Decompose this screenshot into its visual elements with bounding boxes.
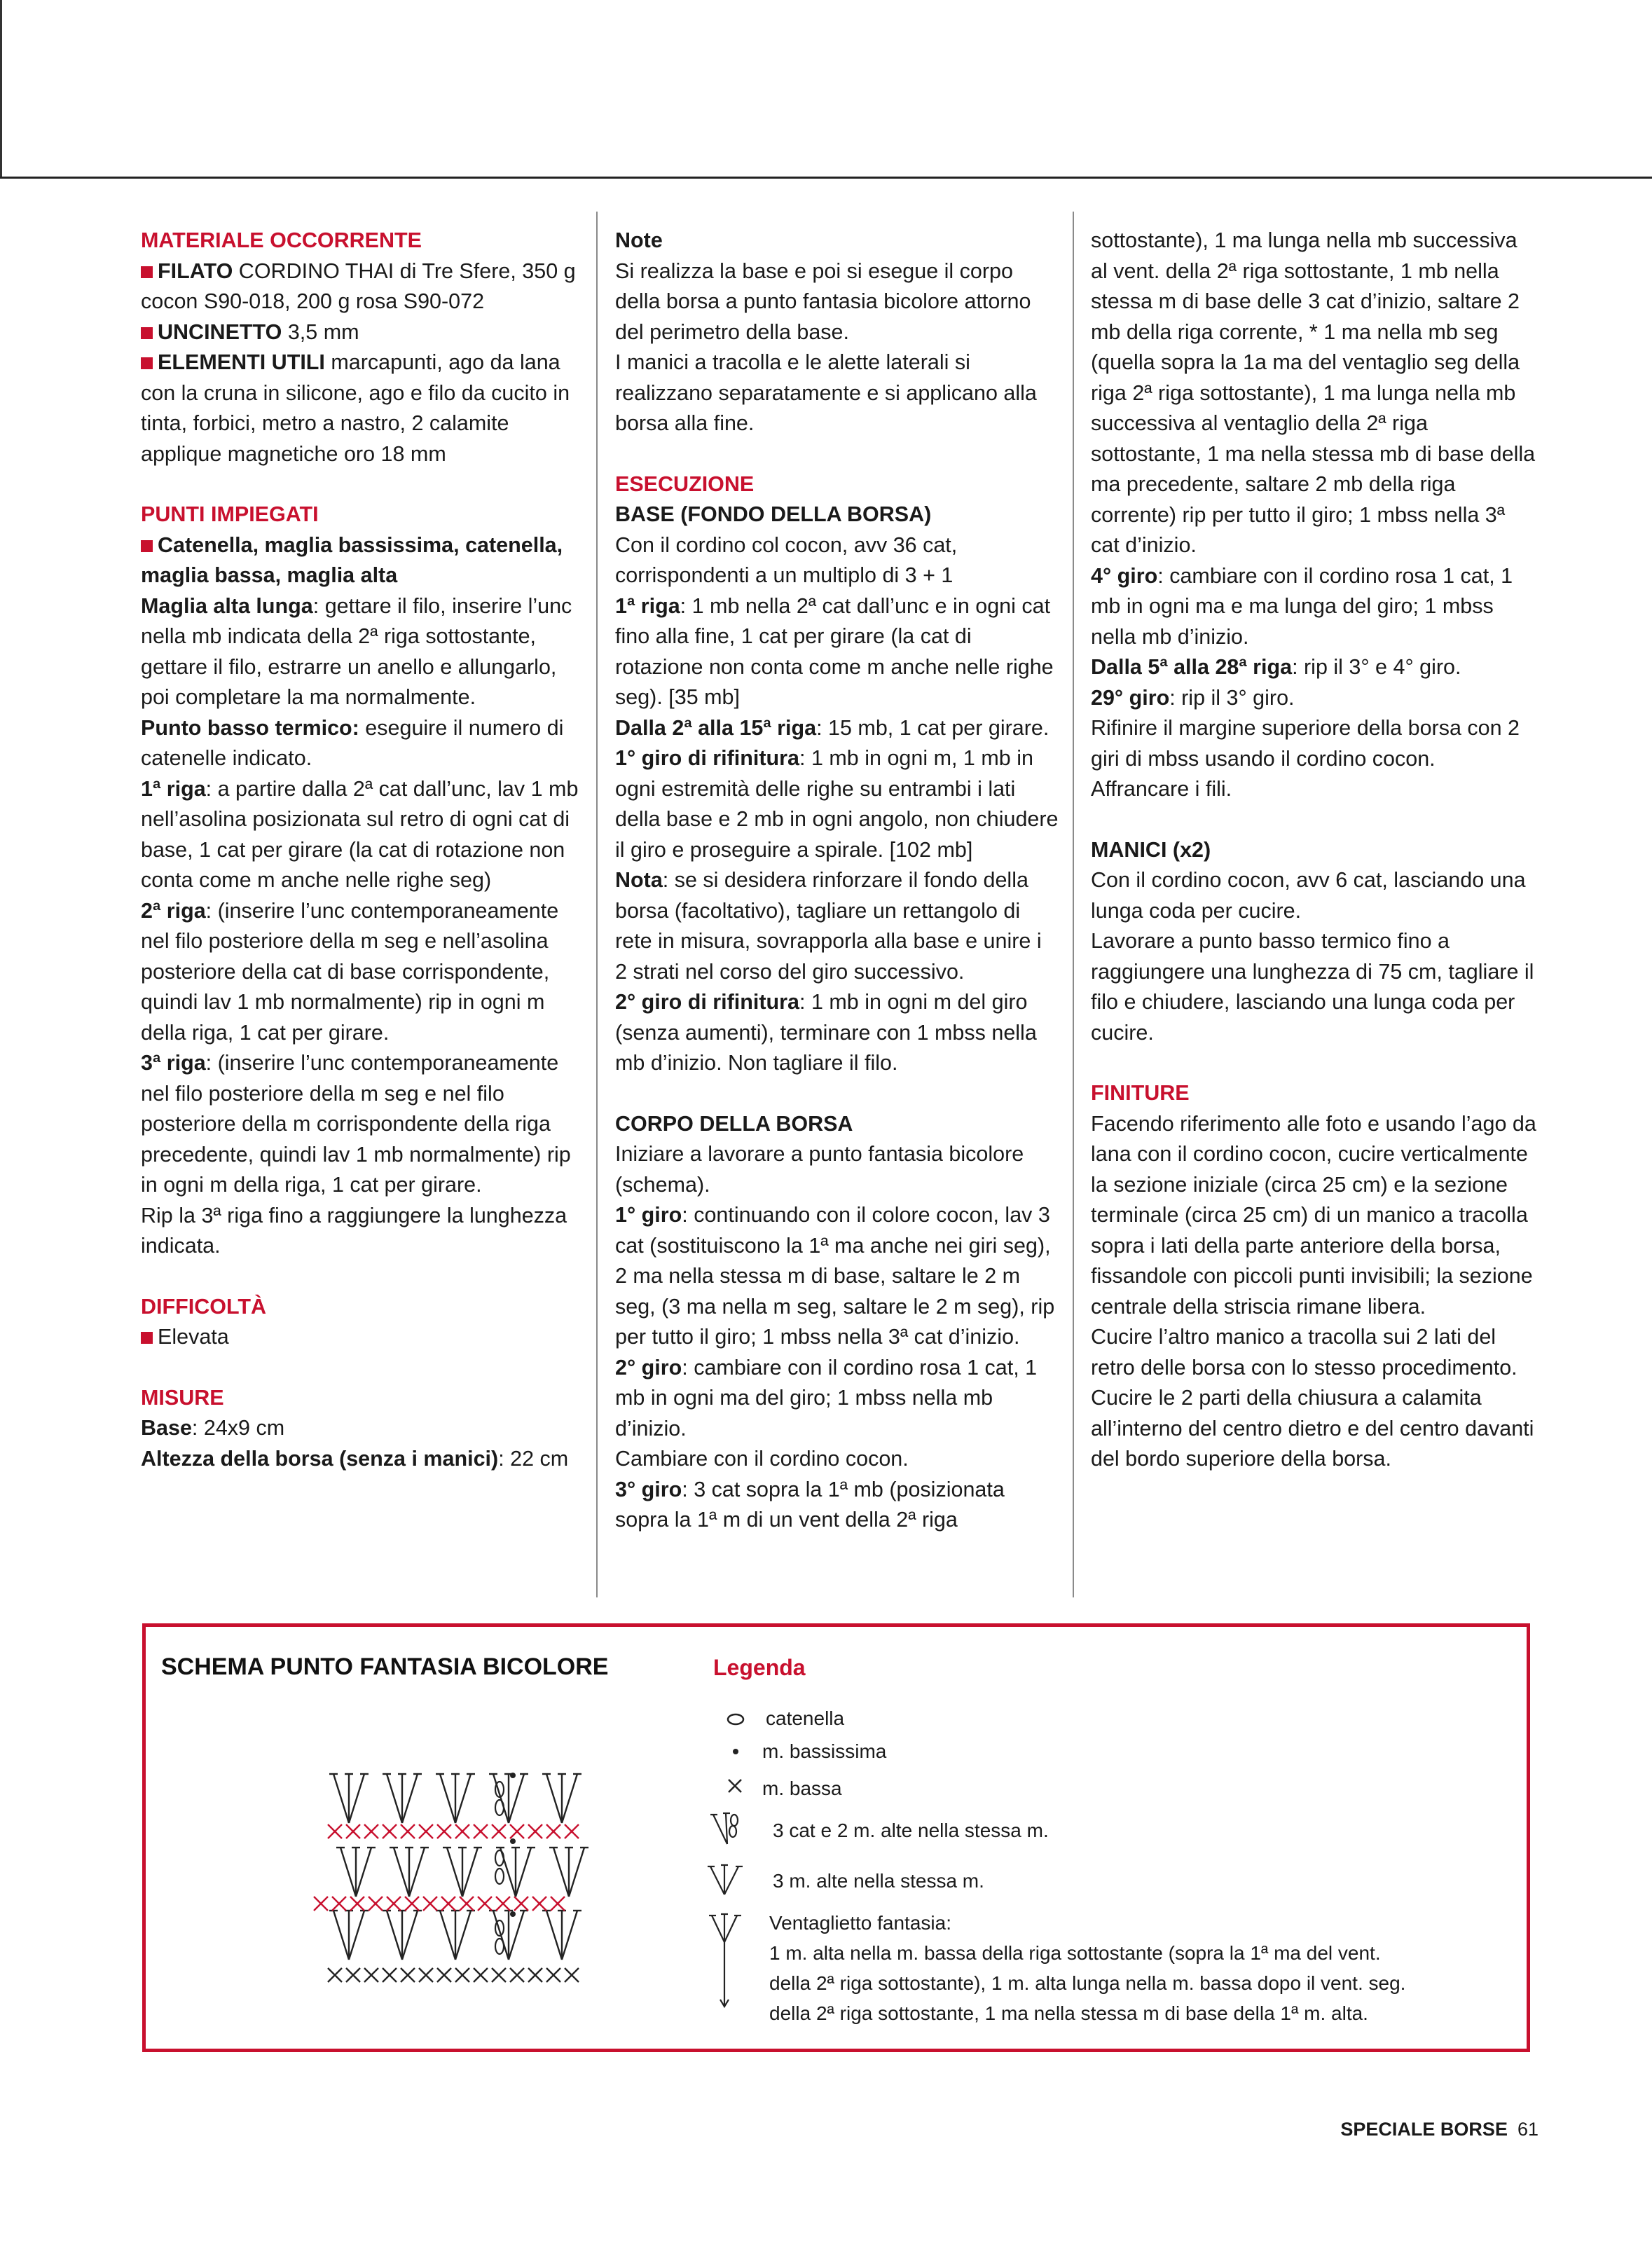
para-giri-5-28: Dalla 5ª alla 28ª riga: rip il 3° e 4° giro. [1091, 655, 1461, 679]
schema-box [142, 1623, 1530, 2052]
legend-item-3cat-2alte: 3 cat e 2 m. alte nella stessa m. [773, 1820, 1049, 1841]
para-punto-basso-termico: Punto basso termico: eseguire il numero di catenelle indicato. [141, 715, 564, 770]
heading-esecuzione: ESECUZIONE [615, 472, 755, 496]
item-elementi: ELEMENTI UTILI marcapunti, ago da lana con la cruna in silicone, ago e filo da cucito in tinta, forbici, metro a nastro, 2 calamite applique magnetiche oro 18 mm [141, 350, 570, 466]
para-maglia-alta-lunga: Maglia alta lunga: gettare il filo, inserire l’unc nella mb indicata della 2ª riga sottostante, gettare il filo, estrarre un anello e allungarlo, poi completare la ma normalmente. [141, 593, 572, 709]
item-uncinetto: UNCINETTO 3,5 mm [141, 317, 582, 348]
page-number: 61 [1517, 2119, 1539, 2140]
page-edge-line [0, 0, 2, 179]
chart-stroke [333, 1774, 349, 1823]
slip-stitch-icon [733, 1749, 738, 1754]
chart-stroke [553, 1848, 569, 1897]
chart-slip-stitch [510, 1911, 516, 1917]
chart-stroke [455, 1911, 471, 1960]
legend-title: Legenda [713, 1655, 806, 1680]
top-rule [0, 177, 1652, 179]
heading-base: BASE (FONDO DELLA BORSA) [615, 502, 932, 526]
punti-list: Catenella, maglia bassissima, catenella, maglia bassa, maglia alta [141, 532, 563, 587]
bullet-square-icon [141, 357, 153, 369]
para-cambiare: Cambiare con il cordino cocon. [615, 1447, 909, 1471]
chart-stroke [440, 1911, 455, 1960]
chart-stroke [509, 1774, 524, 1823]
chart-chain [495, 1800, 504, 1815]
item-filato: FILATO CORDINO THAI di Tre Sfere, 350 g cocon S90-018, 200 g rosa S90-072 [141, 259, 576, 313]
para-base-riga-1: 1ª riga: 1 mb nella 2ª cat dall’unc e in ogni cat fino alla fine, 1 cat per girare (la cat di rotazione non conta come m anche nelle righe seg). [35 mb] [615, 593, 1054, 709]
legend-item-bassissima: m. bassissima [762, 1740, 887, 1762]
legend-item-ventaglietto: Ventaglietto fantasia: [769, 1912, 951, 1934]
chart-slip-stitch [510, 1838, 516, 1844]
para-giro-3-continued: sottostante), 1 ma lunga nella mb successiva al vent. della 2ª riga sottostante, 1 mb nella stessa m di base delle 3 cat d’inizio, saltare 2 mb della riga corrente, * 1 ma nella mb seg (quella sopra la 1a ma del ventaglio seg della riga 2ª riga sottostante), 1 ma lunga nella mb successiva al ventaglio della 2ª riga sottostante, 1 ma nella stessa mb di base della ma precedente, saltare 2 mb della riga corrente) rip per tutto il giro; 1 mbss nella 3ª cat d’inizio. [1091, 228, 1536, 557]
chart-stroke [447, 1848, 462, 1897]
chart-stroke [562, 1774, 577, 1823]
chart-chain [495, 1939, 504, 1954]
column-2 [615, 226, 1059, 1536]
para-corpo-giro-2: 2° giro: cambiare con il cordino rosa 1 cat, 1 mb in ogni ma del giro; 1 mbss nella mb d’inizio. [615, 1355, 1038, 1440]
legend-item-catenella: catenella [766, 1707, 845, 1729]
chart-stroke [440, 1774, 455, 1823]
heading-difficolta: DIFFICOLTÀ [141, 1294, 267, 1319]
chart-stroke [455, 1774, 471, 1823]
column-divider [1073, 212, 1074, 1597]
fancy-fan-icon [709, 1914, 741, 2007]
heading-note: Note [615, 228, 663, 252]
finiture-text-1: Facendo riferimento alle foto e usando l’ago da lana con il cordino cocon, cucire verticalmente la sezione iniziale (circa 25 cm) e la sezione terminale (circa 25 cm) di un manico a tracolla sopra i lati della parte anteriore della borsa, fissandole con piccoli punti invisibili; la sezione centrale della striscia rimane libera. [1091, 1111, 1536, 1319]
para-rip: Rip la 3ª riga fino a raggiungere la lunghezza indicata. [141, 1203, 567, 1258]
chart-stroke [409, 1848, 425, 1897]
manici-text-1: Con il cordino cocon, avv 6 cat, lasciando una lunga coda per cucire. [1091, 868, 1526, 923]
para-riga-1: 1ª riga: a partire dalla 2ª cat dall’unc, lav 1 mb nell’asolina posizionata sul retro di ogni cat di base, 1 cat per girare (la cat di rotazione non conta come m anche nelle righe seg) [141, 776, 579, 892]
chart-stroke [349, 1774, 364, 1823]
para-nota: Nota: se si desidera rinforzare il fondo della borsa (facoltativo), tagliare un rettangolo di rete in misura, sovrapporla alla base e unire i 2 strati nel corso del giro successivo. [615, 868, 1042, 984]
chart-stroke [387, 1774, 402, 1823]
heading-misure: MISURE [141, 1385, 224, 1410]
heading-manici: MANICI (x2) [1091, 837, 1211, 862]
para-giro-29: 29° giro: rip il 3° giro. [1091, 685, 1295, 710]
para-giro-rifinitura-1: 1° giro di rifinitura: 1 mb in ogni m, 1 mb in ogni estremità delle righe su entrambi i lati della base e 2 mb in ogni angolo, non chiudere il giro e proseguire a spirale. [102 mb] [615, 746, 1059, 862]
chart-stroke [349, 1911, 364, 1960]
heading-corpo: CORPO DELLA BORSA [615, 1111, 853, 1136]
legend-item-bassa: m. bassa [762, 1777, 842, 1799]
footer-section: SPECIALE BORSE [1340, 2119, 1508, 2140]
chart-stroke [402, 1774, 418, 1823]
column-divider [596, 212, 598, 1597]
legend-icons [708, 1714, 743, 2007]
shell-3dc-icon [708, 1865, 743, 1894]
crochet-chart-symbols [314, 1773, 588, 1982]
misure-altezza: Altezza della borsa (senza i manici): 22 cm [141, 1446, 569, 1471]
chart-stroke [394, 1848, 409, 1897]
para-riga-2: 2ª riga: (inserire l’unc contemporaneamente nel filo posteriore della m seg e nell’asolina posteriore della cat di base corrispondente, quindi lav 1 mb normalmente) rip in ogni m della riga, 1 cat per girare. [141, 898, 559, 1045]
column-1 [141, 226, 582, 1474]
bullet-square-icon [141, 327, 153, 339]
page-footer [1340, 2119, 1539, 2140]
single-crochet-icon [729, 1780, 741, 1792]
chart-stroke [333, 1911, 349, 1960]
chart-stroke [402, 1911, 418, 1960]
note-text-2: I manici a tracolla e le alette laterali si realizzano separatamente e si applicano alla borsa alla fine. [615, 350, 1037, 435]
bullet-square-icon [141, 1332, 153, 1344]
chart-stroke [462, 1848, 478, 1897]
corpo-text: Iniziare a lavorare a punto fantasia bicolore (schema). [615, 1142, 1024, 1197]
heading-punti: PUNTI IMPIEGATI [141, 502, 319, 526]
chart-stroke [340, 1848, 356, 1897]
heading-materiale: MATERIALE OCCORRENTE [141, 228, 422, 252]
para-corpo-giro-3: 3° giro: 3 cat sopra la 1ª mb (posizionata sopra la 1ª m di un vent della 2ª riga [615, 1477, 1005, 1532]
finiture-text-2: Cucire l’altro manico a tracolla sui 2 lati del retro delle borsa con lo stesso procedimento. [1091, 1325, 1517, 1380]
bullet-square-icon [141, 266, 153, 278]
legend-detail-1: 1 m. alta nella m. bassa della riga sottostante (sopra la 1ª ma del vent. [769, 1942, 1381, 1964]
manici-text-2: Lavorare a punto basso termico fino a raggiungere una lunghezza di 75 cm, tagliare il filo e chiudere, lasciando una lunga coda per cucire. [1091, 929, 1534, 1045]
misure-base: Base: 24x9 cm [141, 1416, 285, 1440]
chart-slip-stitch [510, 1773, 516, 1778]
chart-stroke [356, 1848, 371, 1897]
difficolta-value: Elevata [141, 1322, 582, 1353]
chart-stroke [546, 1911, 562, 1960]
note-text-1: Si realizza la base e poi si esegue il corpo della borsa a punto fantasia bicolore attorno del perimetro della base. [615, 259, 1031, 344]
para-giro-rifinitura-2: 2° giro di rifinitura: 1 mb in ogni m del giro (senza aumenti), terminare con 1 mbss nella mb d’inizio. Non tagliare il filo. [615, 990, 1037, 1075]
chart-stroke [516, 1848, 531, 1897]
base-text: Con il cordino col cocon, avv 36 cat, corrispondenti a un multiplo di 3 + 1 [615, 532, 958, 587]
legend-detail-2: della 2ª riga sottostante), 1 m. alta lunga nella m. bassa dopo il vent. seg. [769, 1972, 1406, 1994]
para-rifinire: Rifinire il margine superiore della borsa con 2 giri di mbss usando il cordino cocon. Affrancare i fili. [1091, 716, 1520, 801]
para-giro-4: 4° giro: cambiare con il cordino rosa 1 cat, 1 mb in ogni ma e ma lunga del giro; 1 mbss nella mb d’inizio. [1091, 563, 1513, 649]
para-base-righe-2-15: Dalla 2ª alla 15ª riga: 15 mb, 1 cat per girare. [615, 715, 1049, 740]
heading-finiture: FINITURE [1091, 1081, 1190, 1105]
chart-stroke [546, 1774, 562, 1823]
legend-item-3alte: 3 m. alte nella stessa m. [773, 1870, 984, 1892]
bullet-square-icon [141, 540, 153, 552]
chart-chain [495, 1869, 504, 1884]
legend-detail-3: della 2ª riga sottostante, 1 ma nella stessa m di base della 1ª m. alta. [769, 2002, 1368, 2024]
shell-3ch-2dc-icon [710, 1813, 738, 1844]
para-corpo-giro-1: 1° giro: continuando con il colore cocon, lav 3 cat (sostituiscono la 1ª ma anche nei giri seg), 2 ma nella stessa m di base, saltare le 2 m seg, (3 ma nella m seg, saltare le 2 m seg), rip per tutto il giro; 1 mbss nella 3ª cat d’inizio. [615, 1203, 1055, 1349]
para-riga-3: 3ª riga: (inserire l’unc contemporaneamente nel filo posteriore della m seg e nel filo posteriore della m corrispondente della riga precedente, quindi lav 1 mb normalmente) rip in ogni m della riga, 1 cat per girare. [141, 1051, 571, 1197]
chart-stroke [569, 1848, 584, 1897]
column-3 [1091, 226, 1536, 1475]
chart-chain [495, 1850, 504, 1866]
chart-stroke [562, 1911, 577, 1960]
schema-title: SCHEMA PUNTO FANTASIA BICOLORE [161, 1653, 609, 1680]
chart-stroke [387, 1911, 402, 1960]
finiture-text-3: Cucire le 2 parti della chiusura a calamita all’interno del centro dietro e del centro davanti del bordo superiore della borsa. [1091, 1386, 1534, 1471]
chain-stitch-icon [728, 1714, 743, 1724]
chart-stroke [509, 1911, 524, 1960]
